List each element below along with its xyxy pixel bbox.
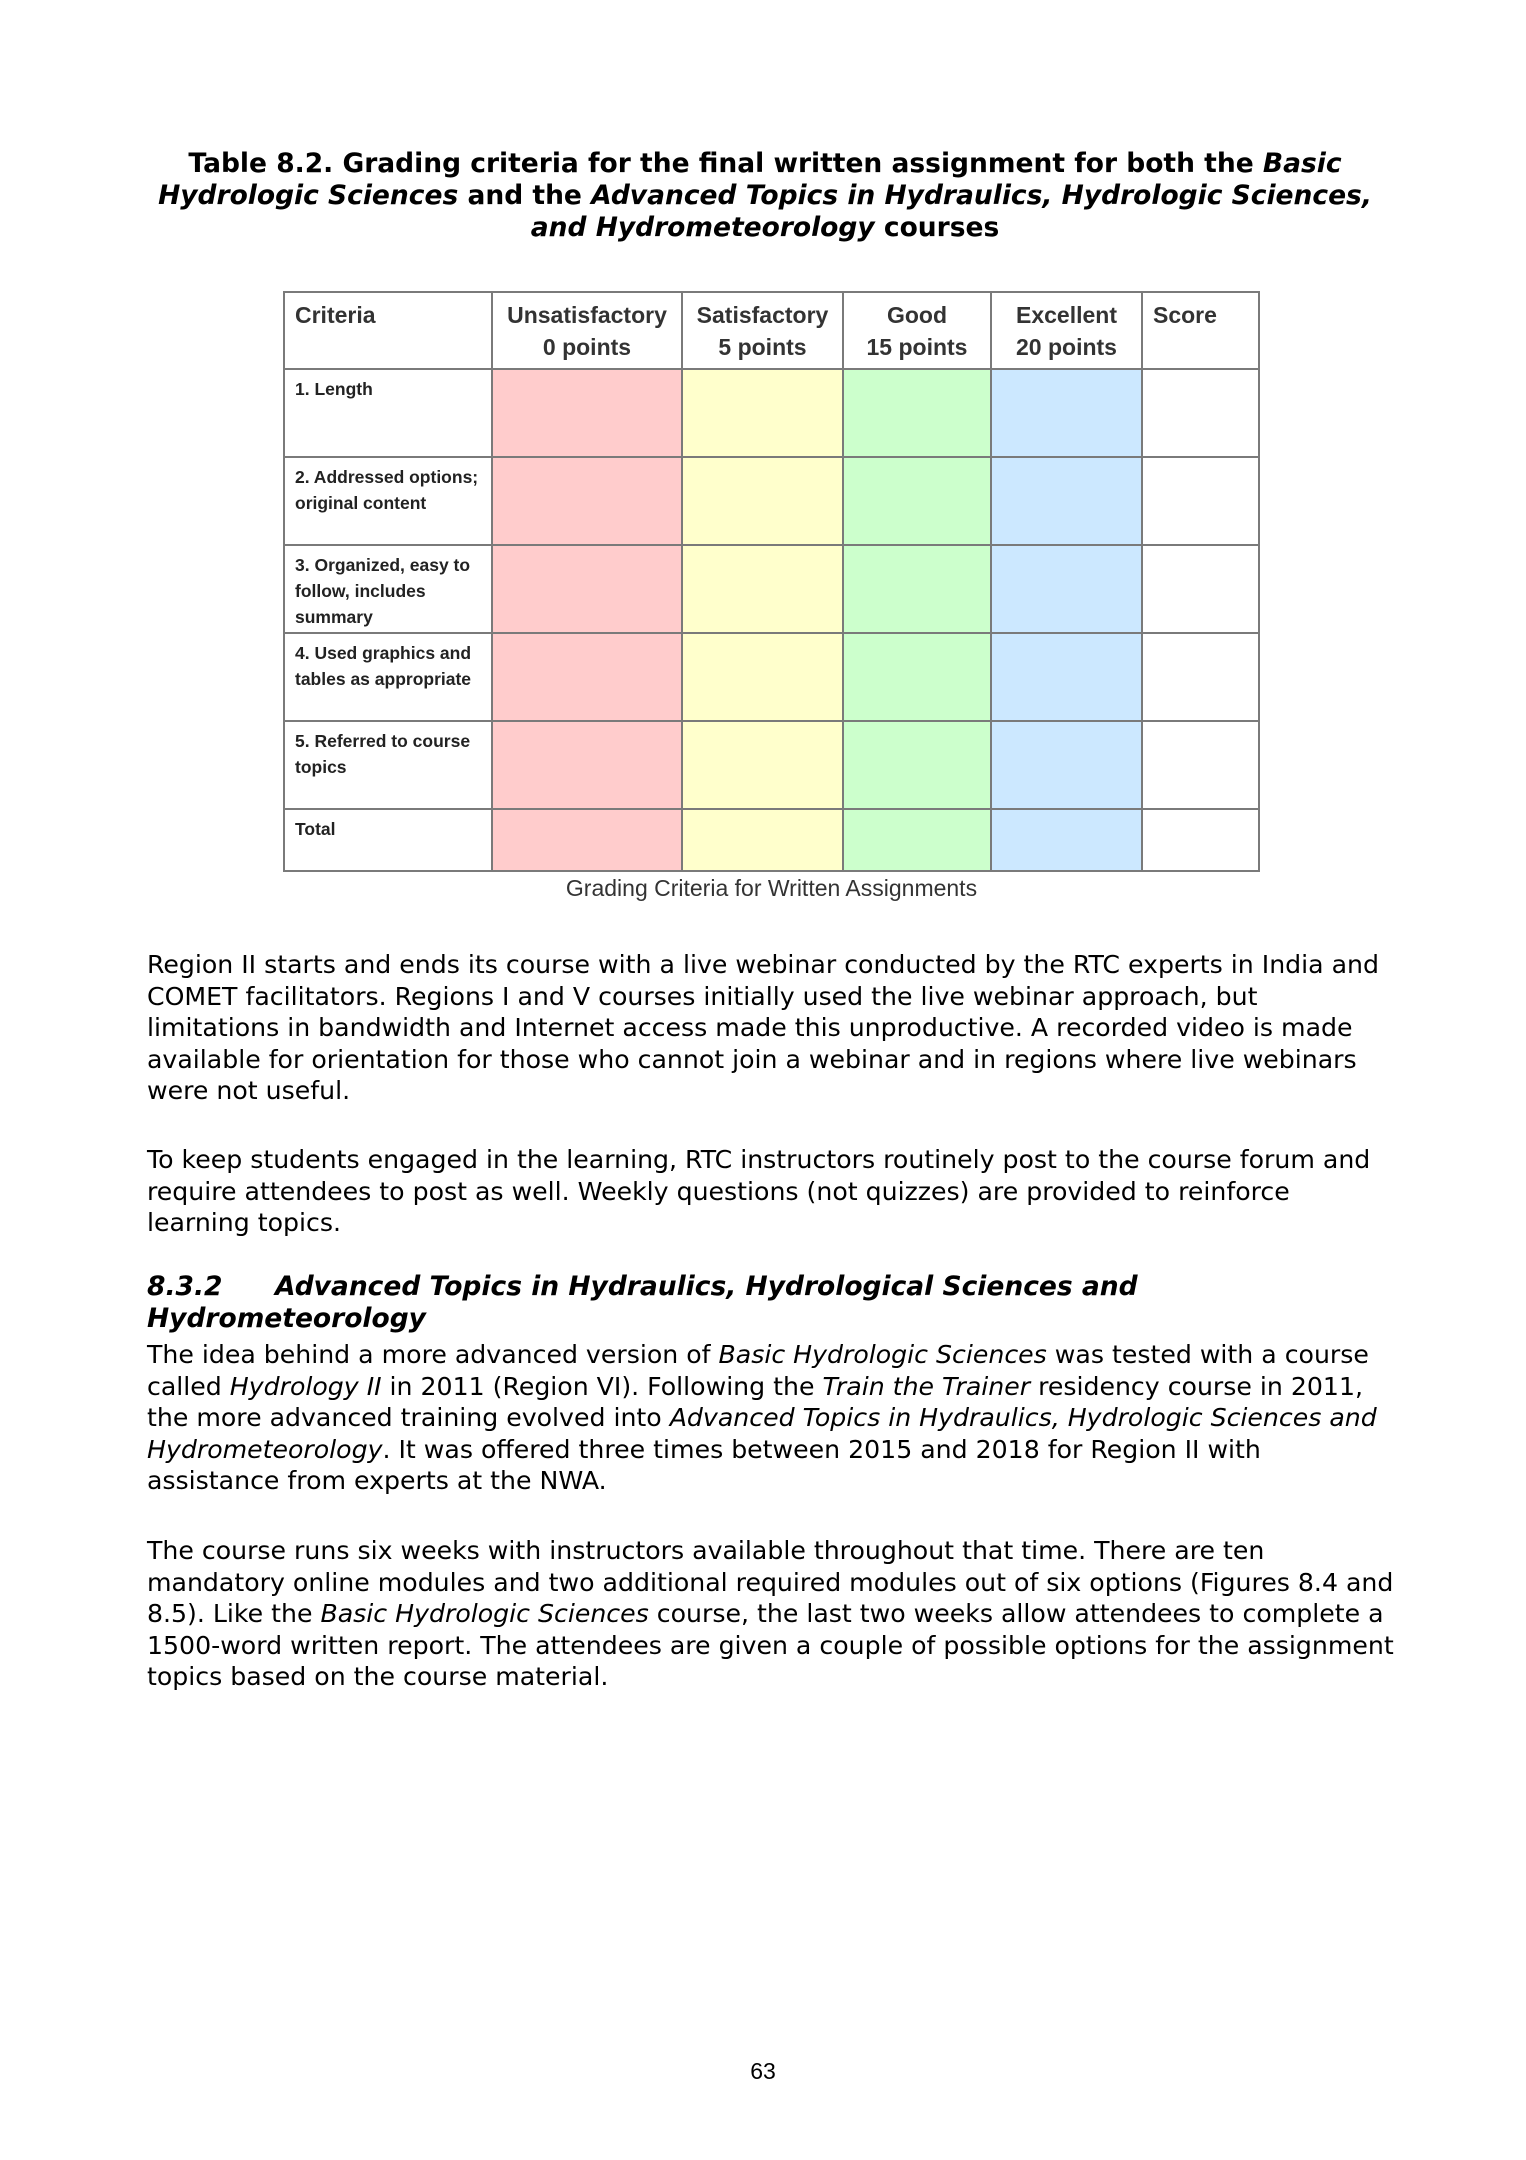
satisfactory-cell <box>682 545 843 633</box>
rubric-row-length <box>284 369 1259 457</box>
excellent-cell <box>991 721 1142 809</box>
unsatisfactory-cell <box>492 633 682 721</box>
good-cell <box>843 369 991 457</box>
score-cell <box>1142 721 1259 809</box>
criterion-label: 3. Organized, easy to follow, includes summary <box>284 545 492 633</box>
table-title-text: Table 8.2. Grading criteria for the final written assignment for both the <box>188 148 1263 179</box>
unsatisfactory-cell <box>492 369 682 457</box>
table-title <box>140 148 1390 244</box>
satisfactory-cell <box>682 457 843 545</box>
table-title-course-basic: Basic Hydrologic Sciences <box>158 148 1342 211</box>
section-title: Advanced Topics in Hydraulics, Hydrological Sciences and Hydrometeorology <box>147 1271 1138 1334</box>
excellent-cell <box>991 633 1142 721</box>
satisfactory-cell <box>682 721 843 809</box>
score-cell <box>1142 457 1259 545</box>
satisfactory-label: Satisfactory <box>696 302 829 328</box>
course-name: Basic Hydrologic Sciences <box>718 1340 1047 1369</box>
unsatisfactory-cell <box>492 809 682 871</box>
table-title-text: and the <box>458 180 592 211</box>
rubric-row-total <box>284 809 1259 871</box>
unsatisfactory-cell <box>492 721 682 809</box>
score-header: Score <box>1142 292 1259 369</box>
satisfactory-header <box>682 292 843 369</box>
paragraph-text: was tested with a course called <box>147 1340 1369 1401</box>
rubric-row-course-topics <box>284 721 1259 809</box>
unsatisfactory-cell <box>492 545 682 633</box>
course-name: Basic Hydrologic Sciences <box>320 1599 649 1628</box>
excellent-cell <box>991 545 1142 633</box>
good-cell <box>843 633 991 721</box>
good-header <box>843 292 991 369</box>
excellent-label: Excellent <box>1016 302 1117 328</box>
course-name: Hydrology II <box>229 1371 382 1401</box>
paragraph-webinar: Region II starts and ends its course with a live webinar conducted by the RTC experts in India and COMET facilitators. Regions I and V courses initially used the live webinar approach, but limitations in bandwidth and Internet access made this unproductive. A recorded video is made available for orientation for those who cannot join a webinar and in regions where live webinars were not useful. <box>147 950 1379 1105</box>
paragraph-text: The idea behind a more advanced version of <box>147 1340 719 1369</box>
section-number: 8.3.2 <box>147 1271 223 1302</box>
paragraph-text: in 2011 (Region VI). Following the <box>381 1371 823 1401</box>
paragraph-course-structure <box>147 1535 1397 1693</box>
section-heading <box>147 1271 1397 1335</box>
criterion-label: 2. Addressed options; original content <box>284 457 492 545</box>
criterion-label: 1. Length <box>284 369 492 457</box>
unsatisfactory-label: Unsatisfactory <box>507 302 667 328</box>
rubric-caption: Grading Criteria for Written Assignments <box>565 875 978 901</box>
score-cell <box>1142 809 1259 871</box>
satisfactory-cell <box>682 369 843 457</box>
excellent-cell <box>991 457 1142 545</box>
excellent-cell <box>991 369 1142 457</box>
paragraph-engagement: To keep students engaged in the learning, RTC instructors routinely post to the course forum and require attendees to post as well. Weekly questions (not quizzes) are provided to reinforce learning topics. <box>147 1145 1371 1237</box>
good-cell <box>843 457 991 545</box>
excellent-points: 20 points <box>1016 334 1117 360</box>
satisfactory-cell <box>682 809 843 871</box>
good-points: 15 points <box>866 334 968 360</box>
score-cell <box>1142 633 1259 721</box>
criterion-label: 5. Referred to course topics <box>284 721 492 809</box>
satisfactory-points: 5 points <box>718 334 807 360</box>
table-title-text: courses <box>874 212 1000 243</box>
criterion-label: 4. Used graphics and tables as appropriate <box>284 633 492 721</box>
course-name: Advanced Topics in Hydraulics, Hydrologic Sciences and Hydrometeorology <box>147 1403 1377 1464</box>
excellent-cell <box>991 809 1142 871</box>
paragraph-text: The course runs six weeks with instructors available throughout that time. There are ten mandatory online modules and two additional required modules out of six options (Figures 8.4 and 8.5). Like the <box>147 1536 1394 1628</box>
unsatisfactory-points: 0 points <box>542 334 632 360</box>
rubric-row-organized <box>284 545 1259 633</box>
page-number: 63 <box>750 2058 776 2084</box>
paragraph-advanced-course <box>147 1339 1397 1497</box>
grading-rubric-table <box>283 291 1260 872</box>
score-cell <box>1142 545 1259 633</box>
paragraph-text: course, the last two weeks allow attendees to complete a 1500-word written report. The attendees are given a couple of possible options for the assignment topics based on the course material. <box>147 1599 1394 1691</box>
rubric-row-graphics <box>284 633 1259 721</box>
course-name: Train the Trainer <box>822 1371 1031 1401</box>
criteria-header: Criteria <box>284 292 492 369</box>
paragraph-text: residency course in 2011, the more advanced training evolved into <box>147 1371 1363 1432</box>
paragraph-text: . It was offered three times between 2015 and 2018 for Region II with assistance from experts at the NWA. <box>147 1434 1261 1495</box>
good-cell <box>843 809 991 871</box>
good-cell <box>843 721 991 809</box>
rubric-row-addressed-options <box>284 457 1259 545</box>
excellent-header <box>991 292 1142 369</box>
criterion-label: Total <box>284 809 492 871</box>
unsatisfactory-cell <box>492 457 682 545</box>
score-cell <box>1142 369 1259 457</box>
unsatisfactory-header <box>492 292 682 369</box>
rubric-header-row <box>284 292 1259 369</box>
good-cell <box>843 545 991 633</box>
table-title-course-advanced: Advanced Topics in Hydraulics, Hydrologic Sciences, and Hydrometeorology <box>530 180 1372 243</box>
good-label: Good <box>886 302 948 328</box>
satisfactory-cell <box>682 633 843 721</box>
